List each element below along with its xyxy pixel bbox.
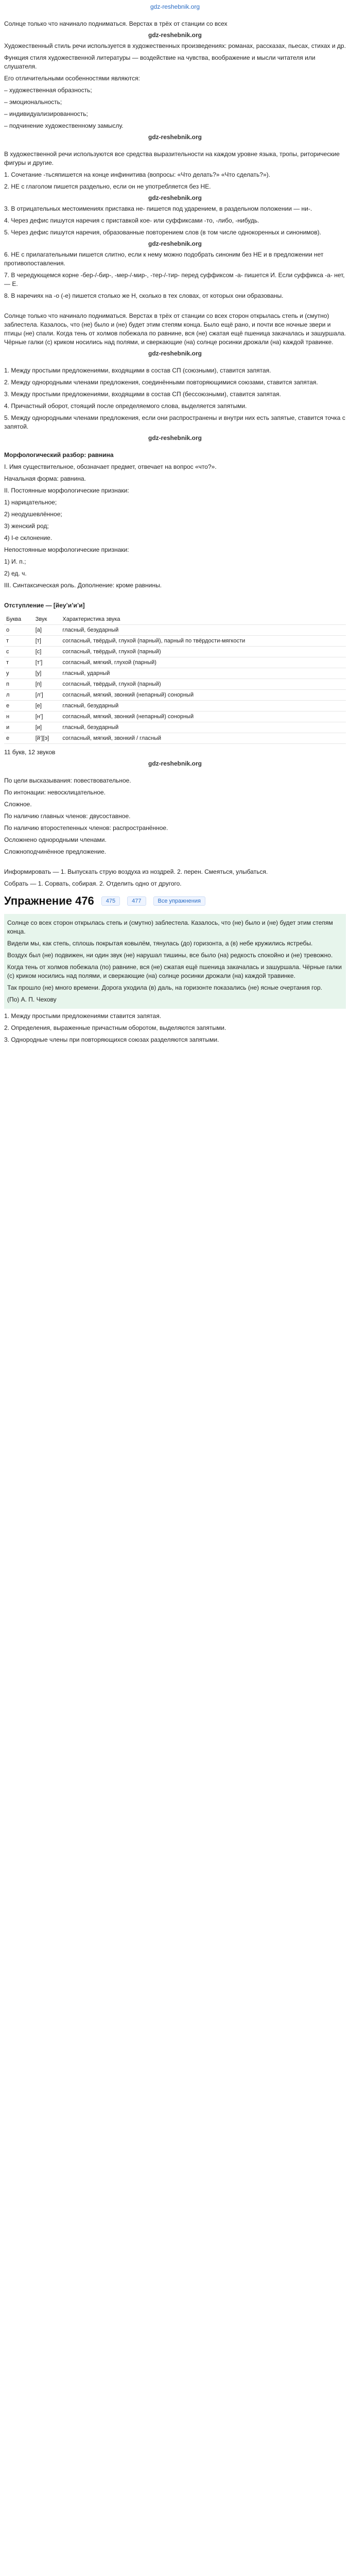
syntax-line: Сложноподчинённое предложение. <box>4 848 107 855</box>
watermark: gdz-reshebnik.org <box>148 194 202 201</box>
phonetic-summary: 11 букв, 12 звуков <box>4 749 56 756</box>
answer-line: Солнце со всех сторон открылась степь и (смутно) заблестела. Казалось, что (не) было и (не) будет этим степям конца. <box>7 919 333 935</box>
table-row: е [й’][э] согласный, мягкий, звонкий / гласный <box>4 733 346 744</box>
passage: Солнце только что начинало подниматься. Верстах в трёх от станции со всех сторон открылась степь и (смутно) заблестела. Казалось, что (не) было и (не) будет этим степям конца. Было ещё рано, и почти все ночные звери и птицы (не) спали. Когда тень от холмов побежала по равнине, вся (не) сжатая ещё пшеница закачалась и зашуршала. Чёрные галки (с) криком носились над полями, и сверкающие (на) солнце росинки дрожали (на) каждой травинке. <box>4 312 346 346</box>
content <box>0 20 350 1044</box>
task-line: 6. НЕ с прилагательными пишется слитно, если к нему можно подобрать синоним без НЕ и в предложении нет противопоставления. <box>4 251 324 267</box>
analysis-line: 3. Между простыми предложениями, входящими в состав СП (бессоюзными), ставится запятая. <box>4 391 281 398</box>
header-desc: Характеристика звука <box>60 614 346 625</box>
morph-line: 3) женский род; <box>4 522 49 530</box>
syntax-line: По интонации: невосклицательное. <box>4 789 106 796</box>
phonetic-header-row <box>4 614 346 625</box>
table-row: е [е] гласный, безударный <box>4 701 346 711</box>
phonetic-title: Отступление — [йеу’и’и’и] <box>4 602 85 609</box>
task-line: 2. НЕ с глаголом пишется раздельно, если он не употребляется без НЕ. <box>4 183 211 190</box>
phonetic-table <box>4 614 346 744</box>
task-line: 7. В чередующемся корне -бер-/-бир-, -мер-/-мир-, -тер-/-тир- перед суффиксом -а- пишется И. Если суффикса -а- нет, — Е. <box>4 272 345 287</box>
watermark: gdz-reshebnik.org <box>148 31 202 39</box>
task-line: 5. Через дефис пишутся наречия, образованные повторением слов (в том числе однокоренных и синонимов). <box>4 229 321 236</box>
watermark: gdz-reshebnik.org <box>148 434 202 442</box>
intro-line: Художественный стиль речи используется в художественных произведениях: романах, рассказах, пьесах, стихах и др. <box>4 42 346 49</box>
intro-line: – эмоциональность; <box>4 98 62 106</box>
answer-line: Когда тень от холмов побежала (по) равнине, вся (не) сжатая ещё пшеница закачалась и зашуршала. Чёрные галки (с) криком носились над полями, и сверкающие (на) солнце росинки дрожали (на) каждой травинке. <box>7 963 342 979</box>
watermark: gdz-reshebnik.org <box>148 133 202 141</box>
answer-line: Видели мы, как степь, сплошь покрытая ковылём, тянулась (до) горизонта, а (в) небе кружились ястребы. <box>7 940 313 947</box>
answer-block <box>4 914 346 1009</box>
example-line: Собрать — 1. Сорвать, собирая. 2. Отделить одно от другого. <box>4 880 182 887</box>
example-line: Информировать — 1. Выпускать струю воздуха из ноздрей. 2. перен. Смеяться, улыбаться. <box>4 868 268 875</box>
analysis-line: 5. Между однородными членами предложения, если они распространены и внутри них есть запятые, ставится точка с запятой. <box>4 414 345 430</box>
morph-line: Начальная форма: равнина. <box>4 475 86 482</box>
syntax-line: По наличию второстепенных членов: распространённое. <box>4 824 168 832</box>
prev-exercise-button[interactable]: 475 <box>101 896 120 906</box>
task-line: 1. Сочетание -тьсяпишется на конце инфинитива (вопросы: «Что делать?» «Что сделать?»). <box>4 171 270 178</box>
syntax-line: По цели высказывания: повествовательное. <box>4 777 131 784</box>
task-line: 4. Через дефис пишутся наречия с приставкой кое- или суффиксами -то, -либо, -нибудь. <box>4 217 259 224</box>
morph-line: 1) И. п.; <box>4 558 26 565</box>
syntax-line: По наличию главных членов: двусоставное. <box>4 812 131 820</box>
morph-line: III. Синтаксическая роль. Дополнение: кроме равнины. <box>4 582 162 589</box>
analysis-line: 2. Между однородными членами предложения, соединёнными повторяющимися союзами, ставится запятая. <box>4 379 318 386</box>
all-exercises-button[interactable]: Все упражнения <box>153 896 205 906</box>
watermark: gdz-reshebnik.org <box>148 760 202 767</box>
morph-line: II. Постоянные морфологические признаки: <box>4 487 129 494</box>
answer-line: Так прошло (не) много времени. Дорога уходила (в) даль, на горизонте показались (не) ясные очертания гор. <box>7 984 322 991</box>
table-row: т [т] согласный, твёрдый, глухой (парный), парный по твёрдости-мягкости <box>4 636 346 647</box>
morph-line: 2) неодушевлённое; <box>4 511 62 518</box>
morph-line: 2) ед. ч. <box>4 570 27 577</box>
morph-line: 4) I-е склонение. <box>4 534 52 541</box>
exercise-title: Упражнение 476 <box>4 894 94 907</box>
intro-line: – подчинение художественному замыслу. <box>4 122 124 129</box>
next-exercise-button[interactable]: 477 <box>127 896 146 906</box>
table-row: н [н’] согласный, мягкий, звонкий (непарный) сонорный <box>4 711 346 722</box>
exercise-nav <box>4 894 346 908</box>
header-letter: Буква <box>4 614 33 625</box>
header-sound: Звук <box>33 614 61 625</box>
task-line: 8. В наречиях на -о (-е) пишется столько же Н, сколько в тех словах, от которых они образованы. <box>4 292 284 299</box>
answer-point: 2. Определения, выраженные причастным оборотом, выделяются запятыми. <box>4 1024 226 1031</box>
analysis-line: 1. Между простыми предложениями, входящими в состав СП (союзными), ставится запятая. <box>4 367 271 374</box>
analysis-line: 4. Причастный оборот, стоящий после определяемого слова, выделяется запятыми. <box>4 402 247 410</box>
intro-line: Солнце только что начинало подниматься. Верстах в трёх от станции со всех <box>4 20 227 27</box>
syntax-line: Осложнено однородными членами. <box>4 836 107 843</box>
watermark: gdz-reshebnik.org <box>148 350 202 357</box>
answer-line: (По) А. П. Чехову <box>7 996 57 1003</box>
answer-point: 1. Между простыми предложениями ставится запятая. <box>4 1012 162 1020</box>
intro-line: Его отличительными особенностями являются: <box>4 75 140 82</box>
syntax-line: Сложное. <box>4 801 32 808</box>
table-row: т [т’] согласный, мягкий, глухой (парный) <box>4 657 346 668</box>
table-row: л [л’] согласный, мягкий, звонкий (непарный) сонорный <box>4 690 346 701</box>
intro-line: – художественная образность; <box>4 87 92 94</box>
intro-line: Функция стиля художественной литературы — воздействие на чувства, воображение и мысли читателя или слушателя. <box>4 54 316 70</box>
table-row: и [и] гласный, безударный <box>4 722 346 733</box>
site-header[interactable]: gdz-reshebnik.org <box>150 3 200 10</box>
table-row: п [п] согласный, твёрдый, глухой (парный) <box>4 679 346 690</box>
task-line: В художественной речи используются все средства выразительности на каждом уровне языка, тропы, риторические фигуры и другие. <box>4 150 340 166</box>
watermark: gdz-reshebnik.org <box>148 240 202 247</box>
table-row: с [с] согласный, твёрдый, глухой (парный) <box>4 647 346 657</box>
table-row: о [а] гласный, безударный <box>4 625 346 636</box>
intro-line: – индивидуализированность; <box>4 110 88 117</box>
morph-line: 1) нарицательное; <box>4 499 57 506</box>
morph-line: Непостоянные морфологические признаки: <box>4 546 129 553</box>
answer-point: 3. Однородные члены при повторяющихся союзах разделяются запятыми. <box>4 1036 219 1043</box>
answer-line: Воздух был (не) подвижен, ни один звук (не) нарушал тишины, все было (на) редкость спокойно и (не) тревожно. <box>7 952 333 959</box>
table-row: у [у] гласный, ударный <box>4 668 346 679</box>
morph-title: Морфологический разбор: равнина <box>4 451 114 459</box>
task-line: 3. В отрицательных местоимениях приставка не- пишется под ударением, в раздельном положении — ни-. <box>4 205 312 212</box>
morph-line: I. Имя существительное, обозначает предмет, отвечает на вопрос «что?». <box>4 463 217 470</box>
